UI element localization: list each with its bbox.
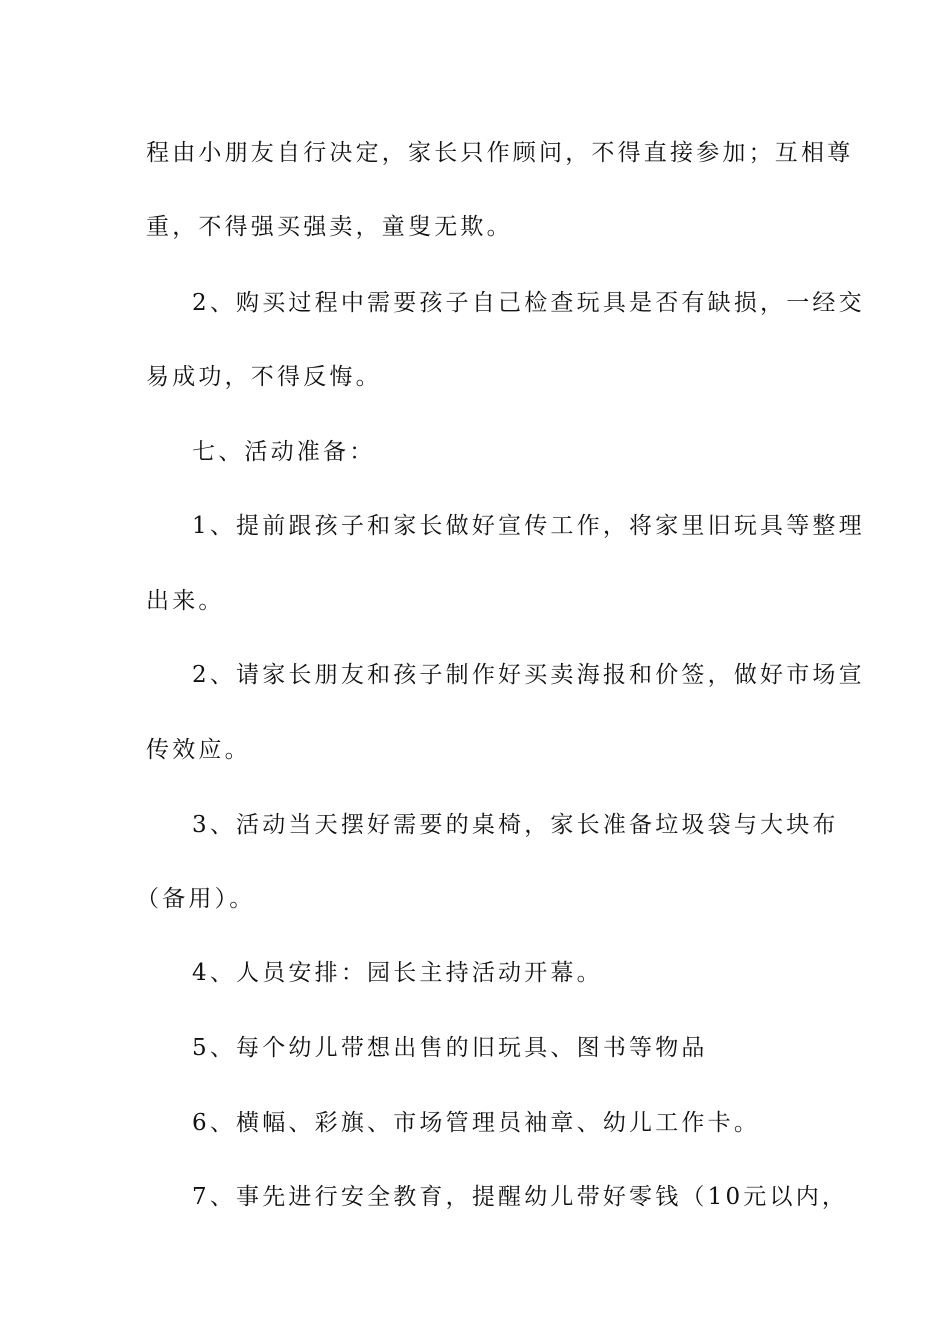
- text-line-1: 程由小朋友自行决定，家长只作顾问，不得直接参加；互相尊: [146, 140, 854, 166]
- text-line-9: 传效应。: [146, 737, 251, 763]
- text-line-12: 4、人员安排：园长主持活动开幕。: [192, 960, 603, 986]
- text-line-8: 2、请家长朋友和孩子制作好买卖海报和价签，做好市场宣: [192, 662, 865, 688]
- text-line-7: 出来。: [146, 588, 225, 614]
- text-line-2: 重，不得强买强卖，童叟无欺。: [146, 214, 513, 240]
- section-heading: 七、活动准备：: [192, 439, 376, 465]
- text-line-6: 1、提前跟孩子和家长做好宣传工作，将家里旧玩具等整理: [192, 513, 865, 539]
- text-line-10: 3、活动当天摆好需要的桌椅，家长准备垃圾袋与大块布: [192, 812, 839, 838]
- text-line-14: 6、横幅、彩旗、市场管理员袖章、幼儿工作卡。: [192, 1110, 761, 1136]
- text-line-13: 5、每个幼儿带想出售的旧玩具、图书等物品: [192, 1035, 708, 1061]
- text-line-11: （备用）。: [136, 886, 256, 912]
- text-line-4: 易成功，不得反悔。: [146, 364, 382, 390]
- text-line-3: 2、购买过程中需要孩子自己检查玩具是否有缺损，一经交: [192, 290, 865, 316]
- text-line-15: 7、事先进行安全教育，提醒幼儿带好零钱（10元以内，: [192, 1184, 849, 1210]
